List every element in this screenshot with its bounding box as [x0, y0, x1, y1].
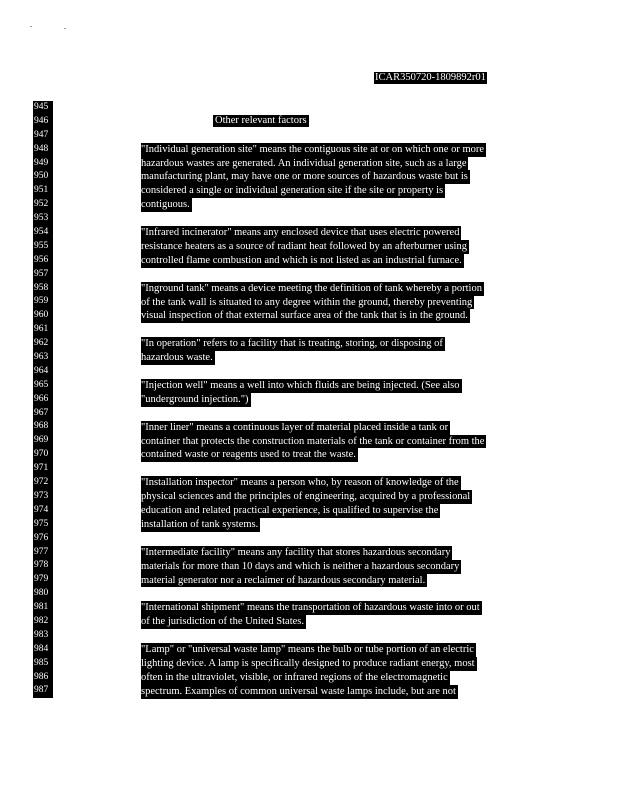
- document-id: ICAR350720-1809892r01: [375, 72, 486, 83]
- definition-paragraph: [141, 337, 445, 365]
- line-number: 979: [33, 573, 53, 587]
- line-number: 982: [33, 615, 53, 629]
- definition-line: education and related practical experience, is qualified to supervise the: [141, 505, 439, 517]
- definition-line: of the tank wall is situated to any degree within the ground, thereby preventing: [141, 296, 473, 308]
- definition-line: considered a single or individual generation site if the site or property is: [141, 185, 444, 197]
- line-number: 970: [33, 448, 53, 462]
- definition-paragraph: [141, 643, 477, 699]
- definition-line: contained waste or reagents used to treat the waste.: [141, 449, 356, 461]
- definition-line: visual inspection of that external surface area of the tank that is in the ground.: [141, 310, 468, 322]
- definition-line: "Intermediate facility" means any facility that stores hazardous secondary: [141, 546, 451, 558]
- line-number: 973: [33, 490, 53, 504]
- line-number: 959: [33, 295, 53, 309]
- line-number: 964: [33, 365, 53, 379]
- line-number: 960: [33, 309, 53, 323]
- line-number: 966: [33, 393, 53, 407]
- line-number: 954: [33, 226, 53, 240]
- definition-line: container that protects the construction materials of the tank or container from the: [141, 435, 485, 447]
- definition-line: installation of tank systems.: [141, 518, 259, 530]
- definition-line: lighting device. A lamp is specifically designed to produce radiant energy, most: [141, 657, 475, 669]
- definition-line: "Injection well" means a well into which fluids are being injected. (See also: [141, 380, 460, 391]
- definition-line: of the jurisdiction of the United States.: [141, 616, 305, 628]
- definition-line: "Infrared incinerator" means any enclosed device that uses electric powered: [141, 227, 460, 239]
- definition-line: "Individual generation site" means the contiguous site at or on which one or more: [141, 143, 485, 155]
- definition-paragraph: [141, 282, 484, 324]
- definition-paragraph: [141, 226, 469, 268]
- line-number: 965: [33, 379, 53, 393]
- definition-line: spectrum. Examples of common universal waste lamps include, but are not: [141, 685, 456, 697]
- line-number: 978: [33, 559, 53, 573]
- line-number: 951: [33, 184, 53, 198]
- line-number: 980: [33, 587, 53, 601]
- line-number: 981: [33, 601, 53, 615]
- line-number: 961: [33, 323, 53, 337]
- line-number: 975: [33, 518, 53, 532]
- line-number: 969: [33, 434, 53, 448]
- line-number-column: [33, 101, 53, 698]
- line-number: 949: [33, 157, 53, 171]
- line-number: 984: [33, 643, 53, 657]
- line-number: 972: [33, 476, 53, 490]
- definition-line: hazardous waste.: [141, 352, 213, 364]
- definition-line: contiguous.: [141, 199, 190, 211]
- definition-line: "Inground tank" means a device meeting the definition of tank whereby a portion: [141, 282, 482, 294]
- definition-line: manufacturing plant, may have one or more sources of hazardous waste but is: [141, 171, 468, 183]
- line-number: 956: [33, 254, 53, 268]
- definition-paragraph: [141, 379, 462, 407]
- line-number: 987: [33, 684, 53, 698]
- line-number: 945: [33, 101, 53, 115]
- line-number: 952: [33, 198, 53, 212]
- definition-paragraph: [141, 601, 482, 629]
- definition-line: controlled flame combustion and which is not listed as an industrial furnace.: [141, 254, 462, 266]
- scan-speck: [30, 26, 32, 27]
- line-number: 976: [33, 532, 53, 546]
- line-number: 957: [33, 268, 53, 282]
- line-number: 974: [33, 504, 53, 518]
- line-number: 971: [33, 462, 53, 476]
- definition-paragraph: [141, 476, 472, 532]
- definition-line: "Lamp" or "universal waste lamp" means the bulb or tube portion of an electric: [141, 644, 474, 656]
- line-number: 958: [33, 282, 53, 296]
- definition-paragraph: [141, 143, 486, 212]
- definition-line: "In operation" refers to a facility that is treating, storing, or disposing of: [141, 338, 443, 350]
- line-number: 947: [33, 129, 53, 143]
- line-number: 968: [33, 420, 53, 434]
- line-number: 955: [33, 240, 53, 254]
- line-number: 946: [33, 115, 53, 129]
- line-number: 948: [33, 143, 53, 157]
- line-number: 985: [33, 657, 53, 671]
- definition-line: physical sciences and the principles of engineering, acquired by a professional: [141, 491, 471, 503]
- line-number: 986: [33, 671, 53, 685]
- section-heading: Other relevant factors: [215, 115, 307, 126]
- line-number: 977: [33, 546, 53, 560]
- definition-line: material generator nor a reclaimer of hazardous secondary material.: [141, 574, 426, 586]
- line-number: 962: [33, 337, 53, 351]
- definition-line: "Installation inspector" means a person who, by reason of knowledge of the: [141, 477, 459, 489]
- scan-specks: [30, 24, 80, 30]
- line-number: 967: [33, 407, 53, 421]
- definition-paragraph: [141, 421, 486, 463]
- definition-line: materials for more than 10 days and which is neither a hazardous secondary: [141, 560, 460, 572]
- definition-line: "underground injection."): [141, 393, 249, 405]
- line-number: 950: [33, 170, 53, 184]
- definition-line: often in the ultraviolet, visible, or infrared regions of the electromagnetic: [141, 671, 448, 683]
- definition-line: "Inner liner" means a continuous layer of material placed inside a tank or: [141, 421, 449, 433]
- line-number: 953: [33, 212, 53, 226]
- line-number: 963: [33, 351, 53, 365]
- definition-line: "International shipment" means the transportation of hazardous waste into or out: [141, 602, 480, 614]
- definition-paragraph: [141, 546, 461, 588]
- scan-speck: [64, 28, 66, 29]
- definition-line: resistance heaters as a source of radiant heat followed by an afterburner using: [141, 240, 467, 252]
- definition-line: hazardous wastes are generated. An individual generation site, such as a large: [141, 157, 467, 169]
- line-number: 983: [33, 629, 53, 643]
